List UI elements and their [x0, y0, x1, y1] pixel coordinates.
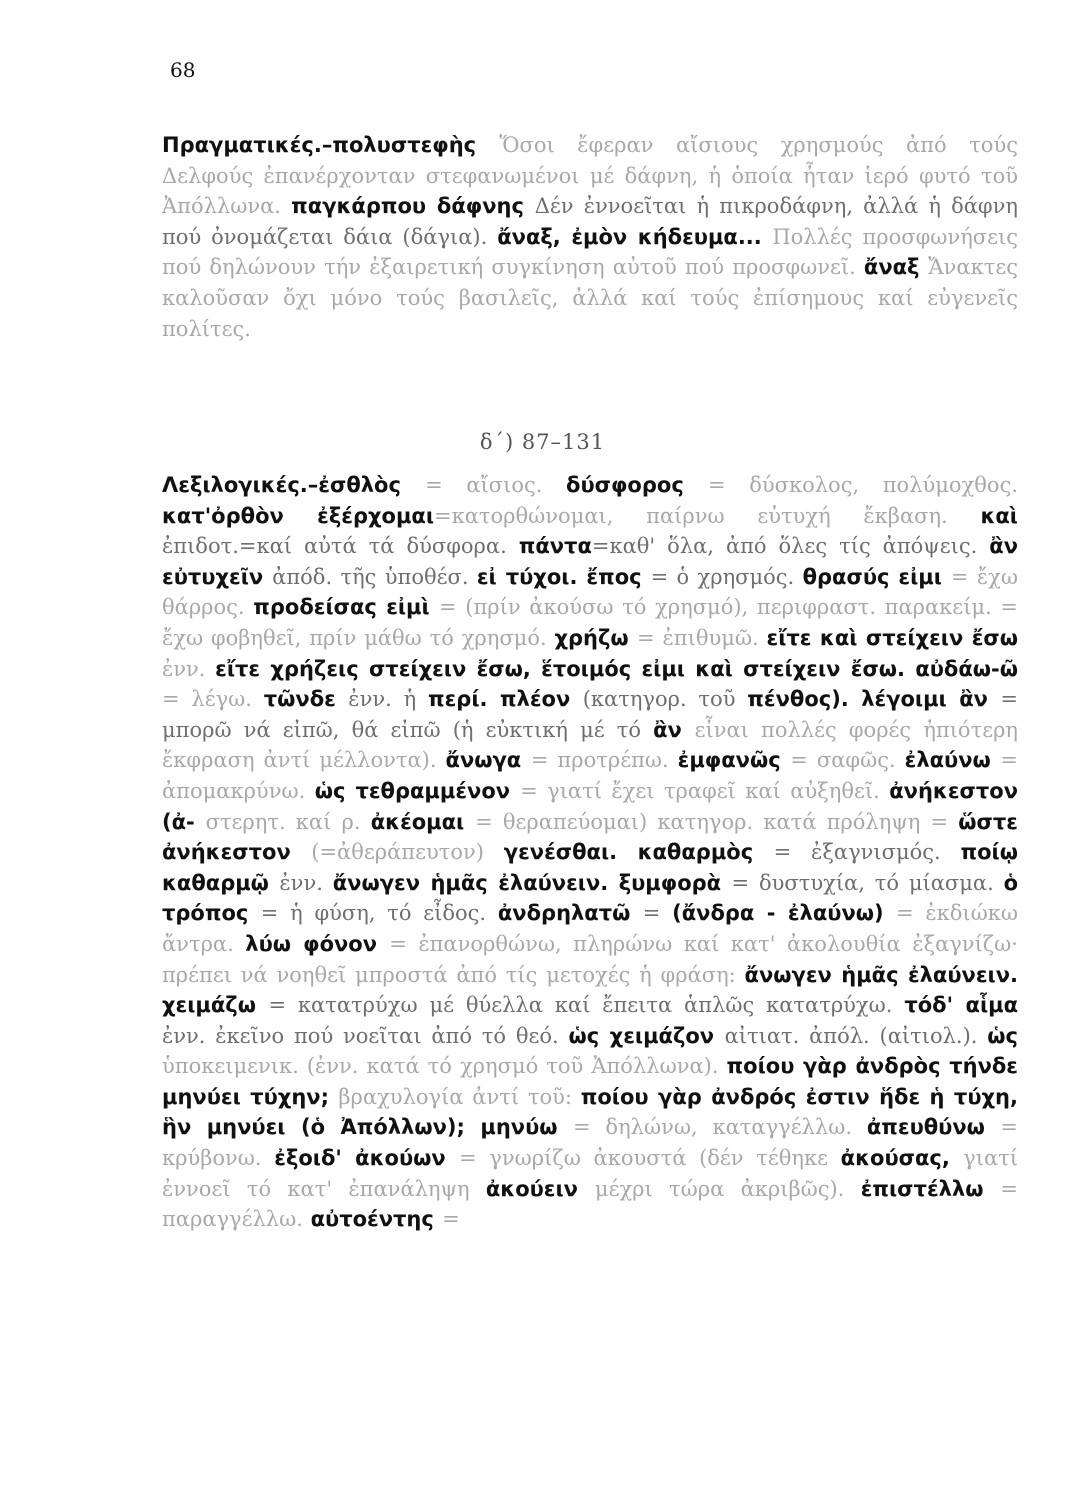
commentary-paragraph-realia: [162, 130, 1018, 344]
gloss-text: ὑποκειμενικ. (ἐνν. κατά τό χρησμό τοῦ Ἀπόλλωνα).: [162, 1054, 727, 1079]
gloss-text: = θεραπεύομαι) κατηγορ. κατά πρόληψη =: [475, 809, 959, 834]
lemma-term: ὁ τρόπος: [162, 870, 1019, 926]
gloss-text: = ἐπανορθώνω, πληρώνω καί κατ' ἀκολουθία ἐξαγνίζω· πρέπει νά νοηθεῖ μπροστά ἀπό τίς μετοχές ἡ φράση:: [162, 931, 1018, 987]
gloss-text: = προτρέπω.: [530, 748, 678, 773]
lemma-term: καὶ: [980, 503, 1018, 528]
gloss-text: στερητ. καί ρ.: [205, 809, 371, 834]
lemma-term: χρήζω: [554, 625, 638, 650]
gloss-text: = γιατί ἔχει τραφεῖ καί αὐξηθεῖ.: [520, 778, 890, 803]
lemma-term: δύσφορος: [566, 473, 709, 497]
lemma-term: ἐπιστέλλω: [860, 1176, 1001, 1201]
gloss-text: =κατορθώνομαι, παίρνω εὐτυχή ἔκβαση.: [434, 503, 981, 528]
lemma-term: ἀνδρηλατῶ: [497, 901, 643, 926]
gloss-text: = λέγω.: [162, 687, 264, 712]
lemma-term: ἂν: [653, 717, 695, 742]
lemma-term: παγκάρπου δάφνης: [291, 194, 535, 219]
gloss-text: ἐπιδοτ.=καί αὐτά τά δύσφορα.: [162, 534, 519, 559]
lemma-term: ἀνήκεστον (ἀ-: [162, 778, 1018, 834]
lemma-term: προδείσας εἰμὶ: [253, 595, 440, 620]
lemma-term: ὡς τεθραμμένον: [314, 778, 521, 803]
section-heading: δ΄) 87–131: [479, 430, 606, 454]
gloss-text: = ὁ χρησμός.: [650, 564, 803, 589]
gloss-text: = γνωρίζω ἀκουστά (δέν τέθηκε: [459, 1146, 841, 1171]
gloss-text: ἐνν.: [162, 656, 216, 681]
gloss-text: ἐνν. ἐκεῖνο πού νοεῖται ἀπό τό θεό.: [162, 1023, 569, 1048]
gloss-text: ἀπόδ. τῆς ὑποθέσ.: [272, 564, 477, 589]
gloss-text: = μπορῶ νά εἰπῶ, θά εἰπῶ (ἡ εὐκτική μέ τό: [162, 687, 1018, 742]
gloss-text: = δηλώνω, καταγγέλλω.: [572, 1115, 867, 1140]
lemma-term: ἄναξ, ἐμὸν κήδευμα...: [497, 224, 773, 249]
lemma-term: ἀκούειν: [485, 1176, 595, 1201]
lemma-term: ποίῳ καθαρμῷ: [162, 840, 1018, 895]
gloss-text: Ὅσοι ἔφεραν αἴσιους χρησμούς ἀπό τούς Δελφούς ἐπανέρχονταν στεφανωμένοι μέ δάφνη, ἡ ὁποία ἦταν ἱερό φυτό τοῦ Ἀπόλλωνα.: [162, 133, 1018, 219]
gloss-text: (=ἀθεράπευτον): [311, 840, 504, 865]
lemma-term: εἴτε καὶ στείχειν ἔσω: [766, 625, 1018, 650]
lemma-term: ἂν εὐτυχεῖν: [162, 534, 1019, 589]
lemma-term: περί. πλέον: [427, 687, 583, 712]
gloss-text: = ἐπιθυμῶ.: [637, 625, 767, 650]
page-number: 68: [170, 58, 196, 82]
lemma-term: εἴτε χρήζεις στείχειν ἔσω, ἕτοιμός εἰμι καὶ στείχειν ἔσω. αὐδάω-ῶ: [215, 656, 1019, 681]
gloss-text: Δέν ἐννοεῖται ἡ πικροδάφνη, ἀλλά ἡ δάφνη πού ὀνομάζεται δάια (δάγια).: [162, 194, 1018, 249]
gloss-text: = ἀπομακρύνω.: [162, 748, 1018, 803]
lemma-term: (ἄνδρα - ἐλαύνω): [672, 901, 896, 926]
lemma-term: ἀκούσας,: [840, 1146, 964, 1171]
gloss-text: =: [642, 901, 673, 926]
lemma-term: ἀπευθύνω: [866, 1115, 1001, 1140]
lemma-term: κατ'ὀρθὸν ἐξέρχομαι: [162, 503, 435, 528]
gloss-text: = ἐκδιώκω ἄντρα.: [162, 901, 1018, 956]
lemma-term: ἐλαύνω: [904, 748, 1001, 773]
gloss-text: (κατηγορ. τοῦ: [582, 687, 748, 712]
gloss-text: = σαφῶς.: [790, 748, 905, 773]
lemma-term: ποίου γὰρ ἀνδρός ἐστιν ἥδε ἡ τύχη, ἣν μηνύει (ὁ Ἀπόλλων); μηνύω: [162, 1084, 1018, 1140]
gloss-text: μέχρι τώρα ἀκριβῶς).: [594, 1176, 861, 1201]
gloss-text: ἐνν. ἡ: [348, 687, 428, 712]
lemma-term: τόδ' αἷμα: [904, 993, 1019, 1018]
gloss-text: = δύσκολος, πολύμοχθος.: [708, 473, 1019, 497]
lemma-term: πένθος). λέγοιμι ἂν: [747, 687, 1001, 712]
gloss-text: αἰτιατ. ἀπόλ. (αἰτιολ.).: [724, 1023, 988, 1048]
gloss-text: Πολλές προσφωνήσεις πού δηλώνουν τήν ἐξαιρετική συγκίνηση αὐτοῦ πού προσφωνεῖ.: [162, 224, 1018, 280]
gloss-text: = ἡ φύση, τό εἶδος.: [260, 901, 498, 926]
gloss-text: = δυστυχία, τό μίασμα.: [731, 870, 1004, 895]
gloss-text: =καθ' ὅλα, ἀπό ὅλες τίς ἀπόψεις.: [591, 534, 990, 559]
gloss-text: ἐνν.: [279, 870, 333, 895]
gloss-text: γιατί ἐννοεῖ τό κατ' ἐπανάληψη: [162, 1146, 1018, 1201]
lemma-term: ἄναξ: [863, 255, 929, 280]
lemma-term: ὥστε ἀνήκεστον: [162, 809, 1018, 865]
gloss-text: = αἴσιος.: [425, 473, 567, 497]
lemma-term: αὐτοέντης: [310, 1207, 443, 1232]
gloss-text: = κρύβονω.: [162, 1115, 1019, 1171]
gloss-text: εἶναι πολλές φορές ἠπιότερη ἔκφραση ἀντί μέλλοντα).: [162, 717, 1019, 773]
lemma-term: ὡς χειμάζον: [568, 1023, 725, 1048]
gloss-text: = κατατρύχω μέ θύελλα καί ἔπειτα ἁπλῶς κατατρύχω.: [268, 993, 905, 1018]
gloss-text: = ἔχω θάρρος.: [162, 564, 1018, 620]
lemma-term: ἐμφανῶς: [677, 748, 791, 773]
gloss-text: βραχυλογία ἀντί τοῦ:: [338, 1084, 581, 1109]
lemma-term: τῶνδε: [263, 687, 349, 712]
lemma-term: ἄνωγα: [445, 748, 531, 773]
lemma-term: πάντα: [518, 534, 592, 559]
lemma-term: Πραγματικές.–πολυστεφὴς: [162, 133, 500, 157]
lemma-term: ἐξοιδ' ἀκούων: [274, 1146, 460, 1171]
gloss-text: = παραγγέλλω.: [162, 1176, 1019, 1232]
lemma-term: θρασύς εἰμι: [802, 564, 951, 589]
lemma-term: ποίου γὰρ ἀνδρὸς τήνδε μηνύει τύχην;: [162, 1054, 1018, 1109]
commentary-paragraph-vocabulary: [162, 470, 1018, 1235]
lemma-term: εἰ τύχοι. ἔπος: [476, 564, 651, 589]
lemma-term: ἄνωγεν ἡμᾶς ἐλαύνειν. ξυμφορὰ: [332, 870, 732, 895]
gloss-text: =: [442, 1207, 460, 1232]
gloss-text: = (πρίν ἀκούσω τό χρησμό), περιφραστ. παρακείμ. = ἔχω φοβηθεῖ, πρίν μάθω τό χρησμό.: [162, 595, 1019, 650]
lemma-term: γενέσθαι. καθαρμὸς: [503, 840, 774, 865]
lemma-term: ἀκέομαι: [370, 809, 476, 834]
gloss-text: = ἐξαγνισμός.: [773, 840, 961, 865]
lemma-term: λύω φόνον: [245, 931, 390, 956]
gloss-text: Ἄνακτες καλοῦσαν ὄχι μόνο τούς βασιλεῖς, ἀλλά καί τούς ἐπίσημους καί εὐγενεῖς πολίτες.: [162, 255, 1018, 341]
lemma-term: ὡς: [987, 1023, 1018, 1048]
lemma-term: Λεξιλογικές.–ἐσθλὸς: [162, 473, 426, 497]
lemma-term: ἄνωγεν ἡμᾶς ἐλαύνειν. χειμάζω: [162, 962, 1018, 1018]
